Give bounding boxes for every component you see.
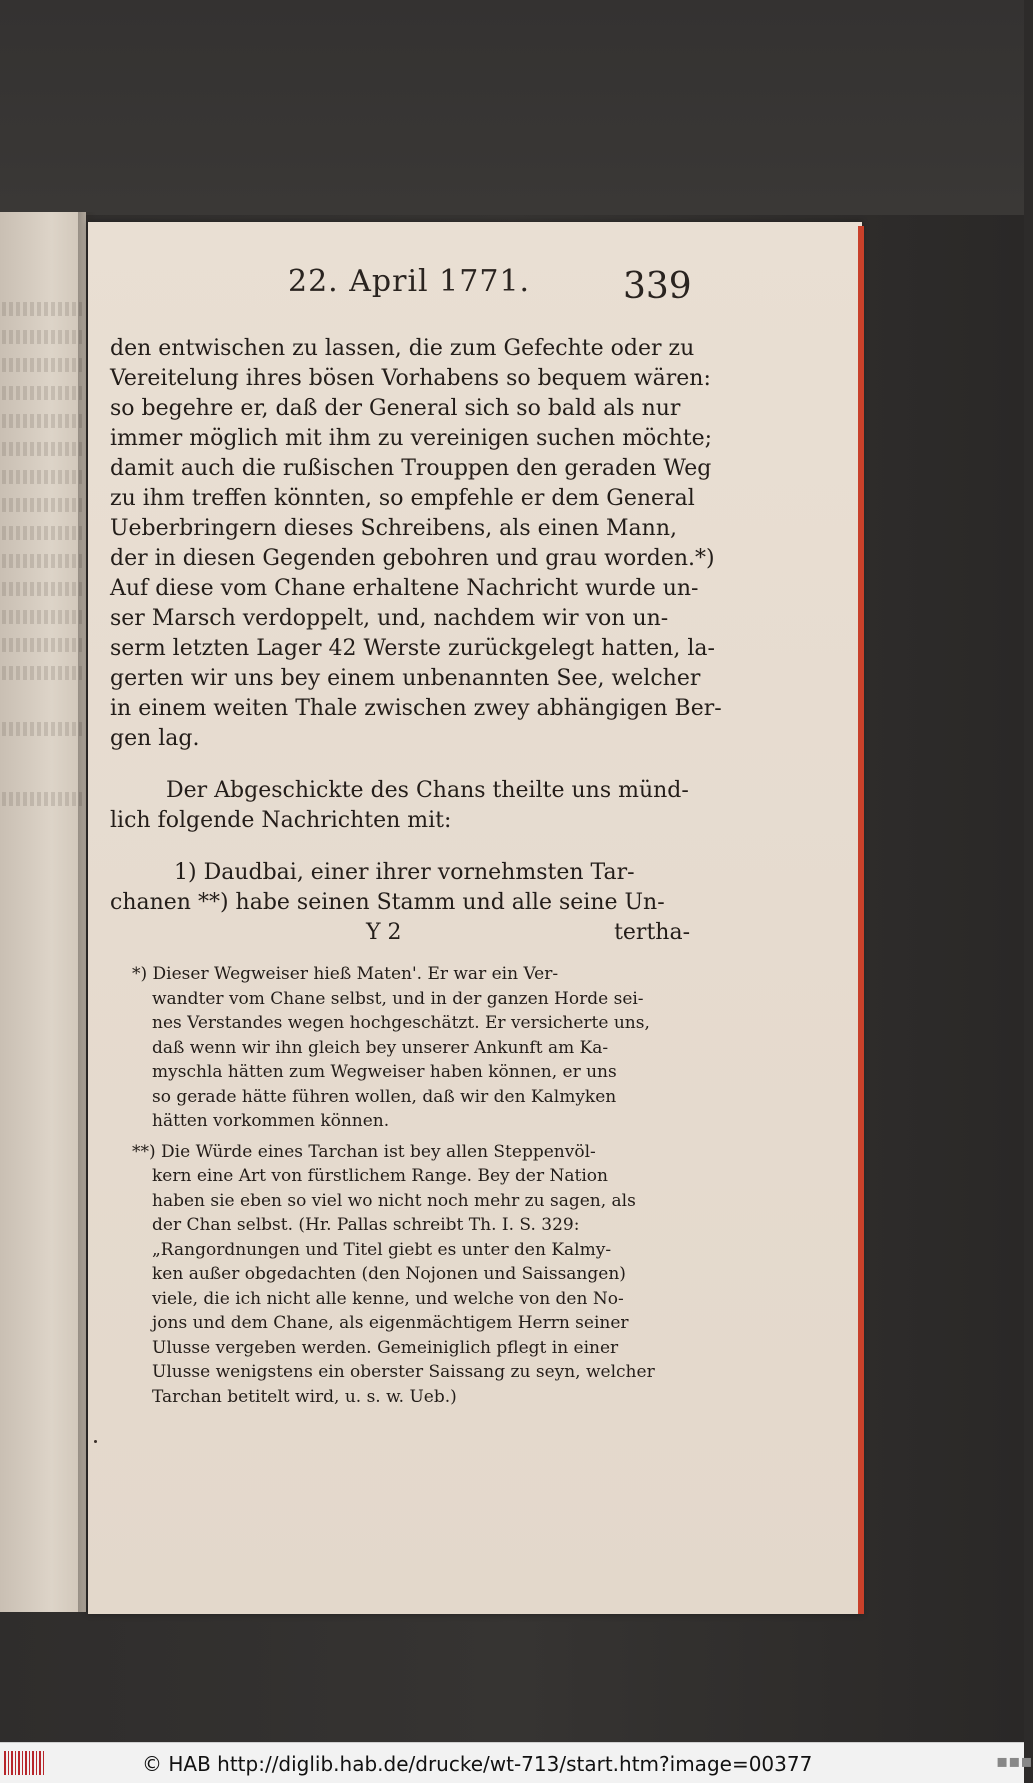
page-header xyxy=(88,264,862,314)
text-line: lich folgende Nachrichten mit: xyxy=(110,808,452,833)
footnote-line: daß wenn wir ihn gleich bey unserer Ankunft am Ka- xyxy=(152,1037,609,1058)
book-page xyxy=(88,222,862,1614)
footnote-line: Tarchan betitelt wird, u. s. w. Ueb.) xyxy=(152,1386,457,1407)
facing-page-edge xyxy=(0,212,86,1612)
signature-line xyxy=(110,918,690,948)
text-line: chanen **) habe seinen Stamm und alle seine Un- xyxy=(110,890,665,915)
footnote-line: *) Dieser Wegweiser hieß Maten'. Er war ein Ver- xyxy=(132,964,559,984)
text-line: so begehre er, daß der General sich so bald als nur xyxy=(110,396,681,421)
catchword: tertha- xyxy=(614,920,690,945)
viewer-footer xyxy=(0,1742,1033,1783)
text-line: Ueberbringern dieses Schreibens, als einen Mann, xyxy=(110,516,677,541)
footnote-line: myschla hätten zum Wegweiser haben können, er uns xyxy=(152,1062,617,1082)
footnote-line: jons und dem Chane, als eigenmächtigem Herrn seiner xyxy=(152,1313,629,1333)
more-dots-icon[interactable]: ▪▪▪ xyxy=(996,1751,1033,1772)
footnote-line: haben sie eben so viel wo nicht noch mehr zu sagen, als xyxy=(152,1190,636,1211)
main-text xyxy=(110,334,722,948)
footnote-line: wandter vom Chane selbst, und in der ganzen Horde sei- xyxy=(152,988,644,1009)
red-page-edge xyxy=(858,226,864,1614)
text-line: 1) Daudbai, einer ihrer vornehmsten Tar- xyxy=(174,860,635,885)
footnote-line: viele, die ich nicht alle kenne, und welche von den No- xyxy=(152,1288,624,1309)
text-line: ser Marsch verdoppelt, und, nachdem wir von un- xyxy=(110,606,669,631)
footnote-line: ken außer obgedachten (den Nojonen und Saissangen) xyxy=(152,1264,626,1284)
footnote-line: kern eine Art von fürstlichem Range. Bey der Nation xyxy=(152,1166,608,1186)
text-line: gerten wir uns bey einem unbenannten See, welcher xyxy=(110,666,701,691)
footnote-line: Ulusse wenigstens ein oberster Saissang zu seyn, welcher xyxy=(152,1362,655,1382)
text-line: Der Abgeschickte des Chans theilte uns münd- xyxy=(166,778,689,803)
scan-backdrop-top xyxy=(0,0,1024,215)
footnote-line: **) Die Würde eines Tarchan ist bey allen Steppenvöl- xyxy=(132,1141,596,1162)
text-line: Vereitelung ihres bösen Vorhabens so bequem wären: xyxy=(110,366,711,391)
signature-mark: Y 2 xyxy=(366,920,402,945)
footnote-line: „Rangordnungen und Titel giebt es unter den Kalmy- xyxy=(152,1239,612,1260)
barcode-logo-icon xyxy=(4,1751,44,1775)
text-line: immer möglich mit ihm zu vereinigen suchen möchte; xyxy=(110,426,713,451)
footnote-line: Ulusse vergeben werden. Gemeiniglich pflegt in einer xyxy=(152,1337,619,1358)
footnote-line: hätten vorkommen können. xyxy=(152,1111,390,1131)
text-line: Auf diese vom Chane erhaltene Nachricht wurde un- xyxy=(110,576,699,601)
footnote-line: der Chan selbst. (Hr. Pallas schreibt Th. I. S. 329: xyxy=(152,1215,580,1235)
text-line: den entwischen zu lassen, die zum Gefechte oder zu xyxy=(110,336,695,361)
page-number: 339 xyxy=(623,266,692,307)
ink-speck xyxy=(94,1440,97,1443)
text-line: damit auch die rußischen Trouppen den geraden Weg xyxy=(110,456,712,481)
footnotes xyxy=(132,962,690,1409)
running-head: 22. April 1771. xyxy=(288,264,531,299)
text-line: zu ihm treffen könnten, so empfehle er dem General xyxy=(110,486,695,511)
text-line: serm letzten Lager 42 Werste zurückgelegt hatten, la- xyxy=(110,636,715,661)
footnote-line: so gerade hätte führen wollen, daß wir den Kalmyken xyxy=(152,1086,617,1107)
text-line: gen lag. xyxy=(110,726,200,751)
footnote-line: nes Verstandes wegen hochgeschätzt. Er versicherte uns, xyxy=(152,1013,650,1033)
text-line: in einem weiten Thale zwischen zwey abhängigen Ber- xyxy=(110,696,722,721)
text-line: der in diesen Gegenden gebohren und grau worden.*) xyxy=(110,546,715,571)
copyright-url-link[interactable]: © HAB http://diglib.hab.de/drucke/wt-713/start.htm?image=00377 xyxy=(142,1752,813,1776)
